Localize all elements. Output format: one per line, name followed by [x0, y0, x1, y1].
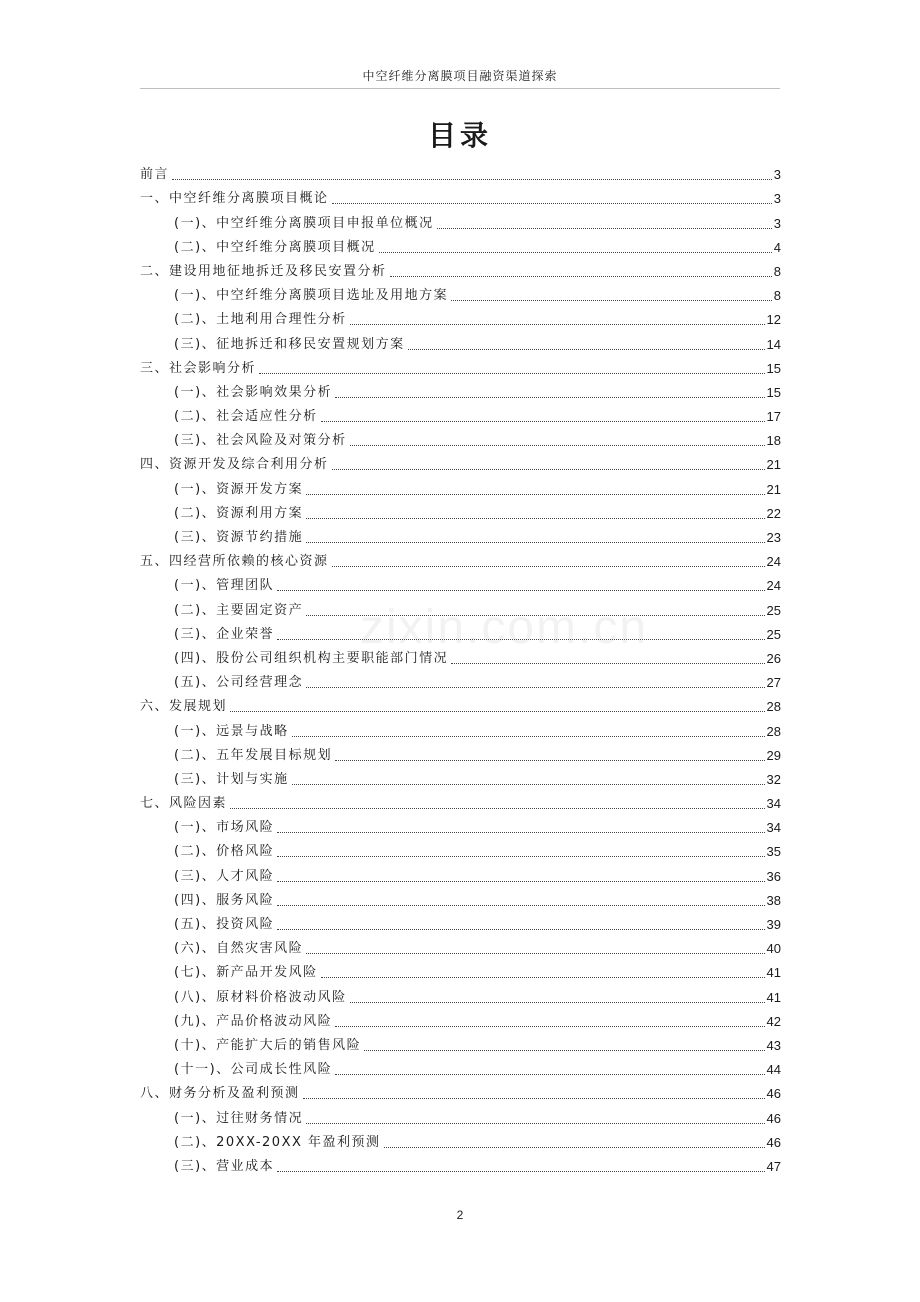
- toc-entry[interactable]: [140, 499, 781, 523]
- toc-entry-page: 22: [766, 505, 781, 521]
- dot-leader: [172, 179, 772, 180]
- toc-entry-label: (三)、征地拆迁和移民安置规划方案: [174, 336, 405, 352]
- toc-entry[interactable]: [140, 257, 781, 281]
- dot-leader: [306, 1123, 764, 1124]
- toc-entry-label: 前言: [140, 167, 170, 183]
- toc-entry-page: 28: [766, 699, 781, 715]
- toc-entry[interactable]: [140, 426, 781, 450]
- toc-entry-page: 29: [766, 747, 781, 763]
- toc-entry-page: 4: [773, 239, 781, 255]
- toc-entry-page: 28: [766, 723, 781, 739]
- toc-entry-label: 二、建设用地征地拆迁及移民安置分析: [140, 263, 387, 279]
- toc-entry-label: (五)、投资风险: [174, 917, 275, 932]
- toc-entry-page: 21: [766, 481, 781, 497]
- toc-entry[interactable]: [140, 354, 781, 378]
- toc-entry[interactable]: [140, 595, 781, 619]
- dot-leader: [306, 542, 764, 543]
- toc-entry[interactable]: [140, 813, 781, 837]
- toc-entry-page: 41: [766, 989, 781, 1005]
- dot-leader: [306, 518, 764, 519]
- toc-entry-label: (二)、资源利用方案: [174, 505, 304, 521]
- dot-leader: [332, 469, 765, 470]
- dot-leader: [451, 300, 772, 301]
- dot-leader: [292, 736, 765, 737]
- dot-leader: [350, 324, 765, 325]
- running-header: 中空纤维分离膜项目融资渠道探索: [362, 69, 558, 83]
- toc-entry-page: 38: [766, 892, 781, 908]
- toc-entry[interactable]: [140, 1128, 781, 1152]
- toc-entry-label: (一)、中空纤维分离膜项目申报单位概况: [174, 215, 434, 231]
- toc-entry-label: (一)、资源开发方案: [174, 481, 304, 497]
- toc-entry[interactable]: [140, 208, 781, 232]
- toc-entry[interactable]: [140, 958, 781, 982]
- toc-entry-page: 32: [766, 771, 781, 787]
- toc-entry[interactable]: [140, 1079, 781, 1103]
- toc-entry-page: 34: [766, 796, 781, 812]
- toc-entry-label: (三)、社会风险及对策分析: [174, 433, 347, 449]
- toc-entry-page: 21: [766, 457, 781, 473]
- header-divider: [140, 88, 780, 89]
- toc-entry-label: 七、风险因素: [140, 796, 228, 812]
- dot-leader: [437, 228, 772, 229]
- watermark: zixin.com.cn: [360, 601, 649, 654]
- dot-leader: [408, 349, 765, 350]
- toc-entry-page: 23: [766, 530, 781, 545]
- toc-entry[interactable]: [140, 692, 781, 716]
- toc-entry-label: (二)、价格风险: [174, 844, 275, 860]
- toc-entry-label: (二)、土地利用合理性分析: [174, 312, 347, 328]
- toc-entry-page: 25: [766, 602, 781, 618]
- toc-entry[interactable]: [140, 668, 781, 692]
- toc-entry-page: 43: [766, 1037, 781, 1053]
- dot-leader: [277, 590, 764, 591]
- toc-entry[interactable]: [140, 402, 781, 426]
- dot-leader: [230, 808, 765, 809]
- toc-entry-page: 39: [766, 917, 781, 932]
- toc-entry-label: (八)、原材料价格波动风险: [174, 989, 347, 1005]
- toc-entry-page: 12: [766, 312, 781, 328]
- dot-leader: [335, 1074, 764, 1075]
- toc-entry-page: 35: [766, 844, 781, 860]
- dot-leader: [306, 494, 764, 495]
- dot-leader: [350, 445, 765, 446]
- toc-entry[interactable]: [140, 910, 781, 934]
- toc-entry-label: 五、四经营所依赖的核心资源: [140, 554, 329, 570]
- toc-entry[interactable]: [140, 1103, 781, 1127]
- toc-entry-label: 三、社会影响分析: [140, 360, 257, 376]
- toc-entry-label: (二)、20XX-20XX 年盈利预测: [174, 1134, 381, 1150]
- toc-entry[interactable]: [140, 861, 781, 885]
- table-of-contents: [140, 160, 781, 1176]
- toc-entry-page: 44: [766, 1062, 781, 1078]
- toc-entry[interactable]: [140, 281, 781, 305]
- toc-entry[interactable]: [140, 765, 781, 789]
- toc-entry-label: (三)、营业成本: [174, 1158, 275, 1174]
- toc-entry[interactable]: [140, 837, 781, 861]
- toc-entry[interactable]: [140, 1152, 781, 1176]
- toc-entry-label: (十)、产能扩大后的销售风险: [174, 1037, 362, 1053]
- toc-entry[interactable]: [140, 329, 781, 353]
- toc-entry-page: 27: [766, 675, 781, 691]
- dot-leader: [306, 687, 764, 688]
- dot-leader: [277, 905, 764, 906]
- toc-entry-page: 24: [766, 578, 781, 594]
- dot-leader: [306, 953, 764, 954]
- toc-entry[interactable]: [140, 1055, 781, 1079]
- dot-leader: [306, 615, 764, 616]
- toc-entry-page: 25: [766, 626, 781, 642]
- toc-entry-label: (四)、服务风险: [174, 892, 275, 908]
- toc-entry-label: (七)、新产品开发风险: [174, 965, 318, 981]
- toc-entry-page: 46: [766, 1086, 781, 1102]
- toc-entry-page: 24: [766, 554, 781, 570]
- toc-entry[interactable]: [140, 716, 781, 740]
- toc-entry[interactable]: [140, 982, 781, 1006]
- dot-leader: [277, 929, 764, 930]
- toc-entry-page: 26: [766, 650, 781, 666]
- toc-entry[interactable]: [140, 571, 781, 595]
- dot-leader: [230, 711, 765, 712]
- toc-entry-page: 46: [766, 1134, 781, 1150]
- dot-leader: [277, 1171, 764, 1172]
- toc-entry-page: 8: [773, 263, 781, 279]
- dot-leader: [451, 663, 764, 664]
- toc-entry-label: (三)、计划与实施: [174, 771, 289, 787]
- toc-entry[interactable]: [140, 305, 781, 329]
- dot-leader: [277, 881, 764, 882]
- dot-leader: [292, 784, 765, 785]
- toc-entry[interactable]: [140, 523, 781, 547]
- toc-entry-label: (一)、管理团队: [174, 578, 275, 594]
- dot-leader: [364, 1050, 764, 1051]
- toc-entry-page: 36: [766, 868, 781, 884]
- toc-entry[interactable]: [140, 644, 781, 668]
- toc-entry-label: (一)、过往财务情况: [174, 1110, 304, 1126]
- dot-leader: [384, 1147, 765, 1148]
- toc-entry-label: (十一)、公司成长性风险: [174, 1062, 333, 1078]
- toc-entry-label: 六、发展规划: [140, 699, 228, 715]
- dot-leader: [350, 1002, 765, 1003]
- toc-entry-label: (九)、产品价格波动风险: [174, 1013, 333, 1029]
- toc-entry-page: 46: [766, 1110, 781, 1126]
- toc-entry-page: 47: [766, 1158, 781, 1174]
- toc-entry-label: (三)、资源节约措施: [174, 530, 304, 545]
- toc-entry-page: 40: [766, 941, 781, 957]
- toc-entry-page: 3: [773, 167, 781, 183]
- toc-entry-page: 34: [766, 820, 781, 836]
- dot-leader: [259, 373, 765, 374]
- toc-entry[interactable]: [140, 741, 781, 765]
- toc-title: 目录: [427, 119, 492, 152]
- toc-entry[interactable]: [140, 1007, 781, 1031]
- toc-entry[interactable]: [140, 184, 781, 208]
- toc-entry-label: (二)、五年发展目标规划: [174, 747, 333, 763]
- toc-entry-label: (一)、市场风险: [174, 820, 275, 836]
- toc-entry-page: 42: [766, 1013, 781, 1029]
- toc-entry-label: (五)、公司经营理念: [174, 675, 304, 691]
- toc-entry[interactable]: [140, 378, 781, 402]
- toc-entry[interactable]: [140, 547, 781, 571]
- toc-entry[interactable]: [140, 474, 781, 498]
- toc-entry-label: (三)、人才风险: [174, 868, 275, 884]
- toc-entry-page: 41: [766, 965, 781, 981]
- toc-entry[interactable]: [140, 1031, 781, 1055]
- toc-entry-label: (六)、自然灾害风险: [174, 941, 304, 957]
- dot-leader: [277, 639, 764, 640]
- dot-leader: [321, 977, 765, 978]
- toc-entry-page: 3: [773, 215, 781, 231]
- toc-entry[interactable]: [140, 450, 781, 474]
- toc-entry-page: 15: [766, 384, 781, 400]
- toc-entry[interactable]: [140, 886, 781, 910]
- toc-entry-label: (一)、中空纤维分离膜项目选址及用地方案: [174, 288, 449, 304]
- toc-entry-label: 八、财务分析及盈利预测: [140, 1086, 300, 1102]
- toc-entry[interactable]: [140, 934, 781, 958]
- toc-entry-page: 17: [766, 409, 781, 425]
- toc-entry-label: 四、资源开发及综合利用分析: [140, 457, 329, 473]
- dot-leader: [379, 252, 772, 253]
- dot-leader: [277, 856, 764, 857]
- toc-entry-label: (三)、企业荣誉: [174, 626, 275, 642]
- toc-entry-label: (二)、中空纤维分离膜项目概况: [174, 239, 376, 255]
- toc-entry-label: (一)、社会影响效果分析: [174, 384, 333, 400]
- toc-entry-page: 14: [766, 336, 781, 352]
- dot-leader: [321, 421, 765, 422]
- toc-entry-page: 8: [773, 288, 781, 304]
- toc-entry-page: 15: [766, 360, 781, 376]
- dot-leader: [390, 276, 772, 277]
- toc-entry-label: (二)、社会适应性分析: [174, 409, 318, 425]
- dot-leader: [277, 832, 764, 833]
- toc-entry-label: (四)、股份公司组织机构主要职能部门情况: [174, 650, 449, 666]
- toc-entry[interactable]: [140, 789, 781, 813]
- page-number: 2: [456, 1208, 464, 1222]
- dot-leader: [335, 760, 764, 761]
- toc-entry-label: (二)、主要固定资产: [174, 602, 304, 618]
- dot-leader: [332, 203, 772, 204]
- toc-entry[interactable]: [140, 160, 781, 184]
- toc-entry-label: 一、中空纤维分离膜项目概论: [140, 191, 329, 207]
- toc-entry-page: 3: [773, 191, 781, 207]
- dot-leader: [335, 1026, 764, 1027]
- dot-leader: [303, 1098, 765, 1099]
- toc-entry[interactable]: [140, 233, 781, 257]
- toc-entry-label: (一)、远景与战略: [174, 723, 289, 739]
- dot-leader: [332, 566, 765, 567]
- toc-entry-page: 18: [766, 433, 781, 449]
- toc-entry[interactable]: [140, 620, 781, 644]
- dot-leader: [335, 397, 764, 398]
